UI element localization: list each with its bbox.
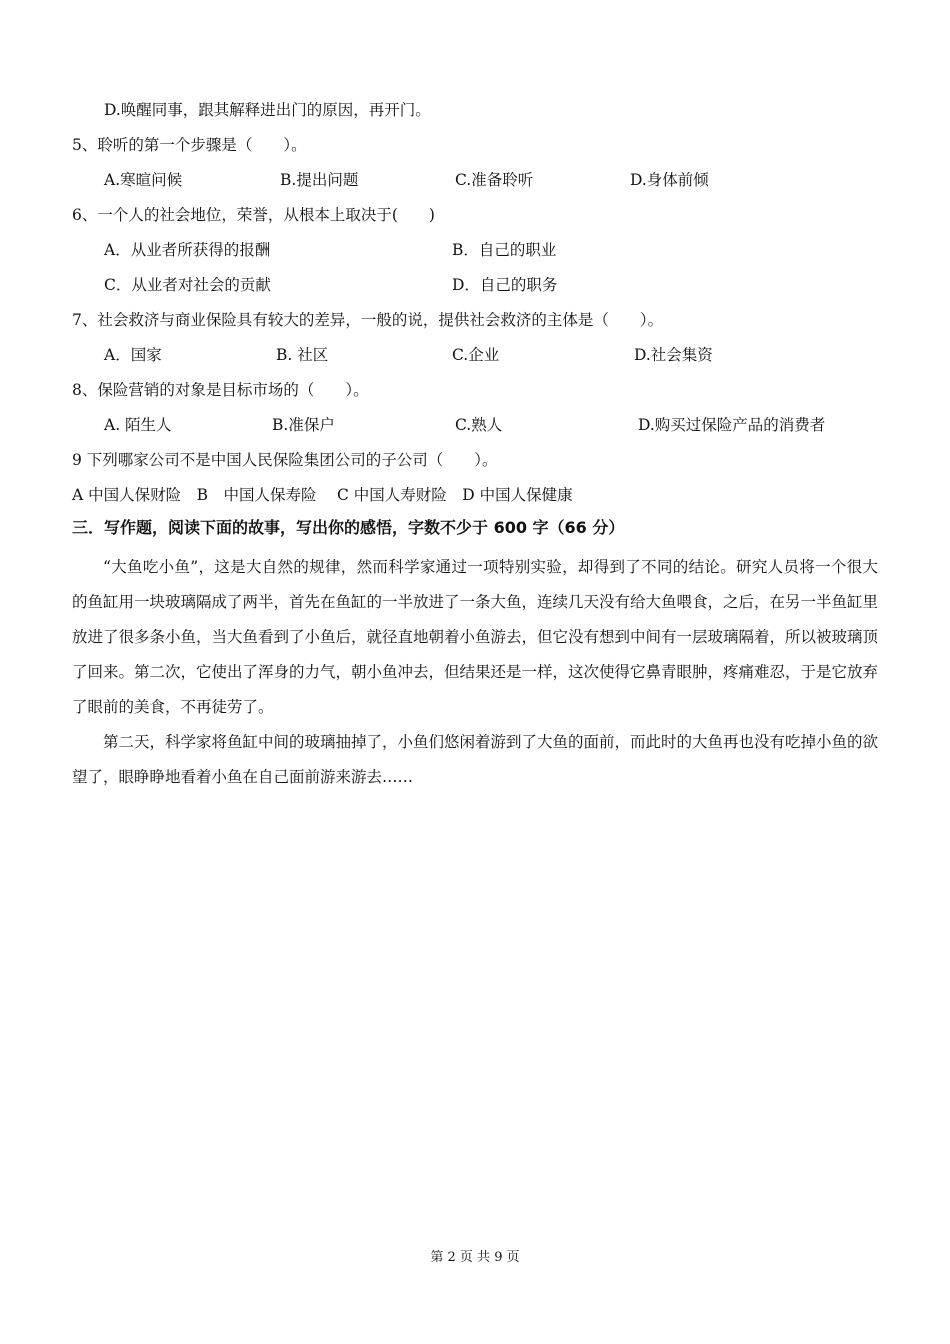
question-5-option-c: C.准备聆听 (455, 171, 534, 189)
question-8-option-c: C.熟人 (455, 416, 503, 434)
story-paragraph-1: “大鱼吃小鱼”，这是大自然的规律，然而科学家通过一项特别实验，却得到了不同的结论。研究人员将一个很大的鱼缸用一块玻璃隔成了两半，首先在鱼缸的一半放进了一条大鱼，连续几天没有给大鱼喂食，之后，在另一半鱼缸里放进了很多条小鱼，当大鱼看到了小鱼后，就径直地朝着小鱼游去，但它没有想到中间有一层玻璃隔着，所以被玻璃顶了回来。第二次，它使出了浑身的力气，朝小鱼冲去，但结果还是一样，这次使得它鼻青眼肿，疼痛难忍，于是它放弃了眼前的美食，不再徒劳了。 (72, 558, 879, 716)
question-8-option-d: D.购买过保险产品的消费者 (638, 416, 826, 434)
question-5-option-a: A.寒暄问候 (104, 171, 183, 189)
question-6: 6、一个人的社会地位，荣誉，从根本上取决于( ) (72, 206, 435, 224)
question-5-option-d: D.身体前倾 (630, 171, 709, 189)
question-7-option-a: A．国家 (104, 346, 162, 364)
question-7-option-b: B. 社区 (276, 346, 329, 364)
question-7-option-c: C.企业 (452, 346, 500, 364)
question-5-option-b: B.提出问题 (280, 171, 359, 189)
question-9: 9 下列哪家公司不是中国人民保险集团公司的子公司（ ）。 (72, 451, 498, 469)
story-paragraph-2: 第二天，科学家将鱼缸中间的玻璃抽掉了，小鱼们悠闲着游到了大鱼的面前，而此时的大鱼再也没有吃掉小鱼的欲望了，眼睁睁地看着小鱼在自己面前游来游去…… (72, 733, 879, 786)
question-7-option-d: D.社会集资 (634, 346, 713, 364)
question-6-option-d: D．自己的职务 (452, 276, 558, 294)
question-6-option-b: B．自己的职业 (452, 241, 557, 259)
question-4-option-d: D.唤醒同事，跟其解释进出门的原因，再开门。 (104, 101, 431, 119)
page-footer: 第 2 页 共 9 页 (430, 1250, 520, 1265)
question-7: 7、社会救济与商业保险具有较大的差异，一般的说，提供社会救济的主体是（ ）。 (72, 311, 664, 329)
question-6-option-a: A．从业者所获得的报酬 (104, 241, 271, 259)
question-9-options: A 中国人保财险 B 中国人保寿险 C 中国人寿财险 D 中国人保健康 (72, 486, 573, 504)
question-8: 8、保险营销的对象是目标市场的（ ）。 (72, 381, 369, 399)
question-5: 5、聆听的第一个步骤是（ ）。 (72, 136, 307, 154)
question-8-option-b: B.准保户 (272, 416, 335, 434)
question-8-option-a: A. 陌生人 (104, 416, 172, 434)
section-3-heading: 三．写作题，阅读下面的故事，写出你的感悟，字数不少于 600 字（66 分） (72, 518, 625, 537)
question-6-option-c: C．从业者对社会的贡献 (104, 276, 271, 294)
